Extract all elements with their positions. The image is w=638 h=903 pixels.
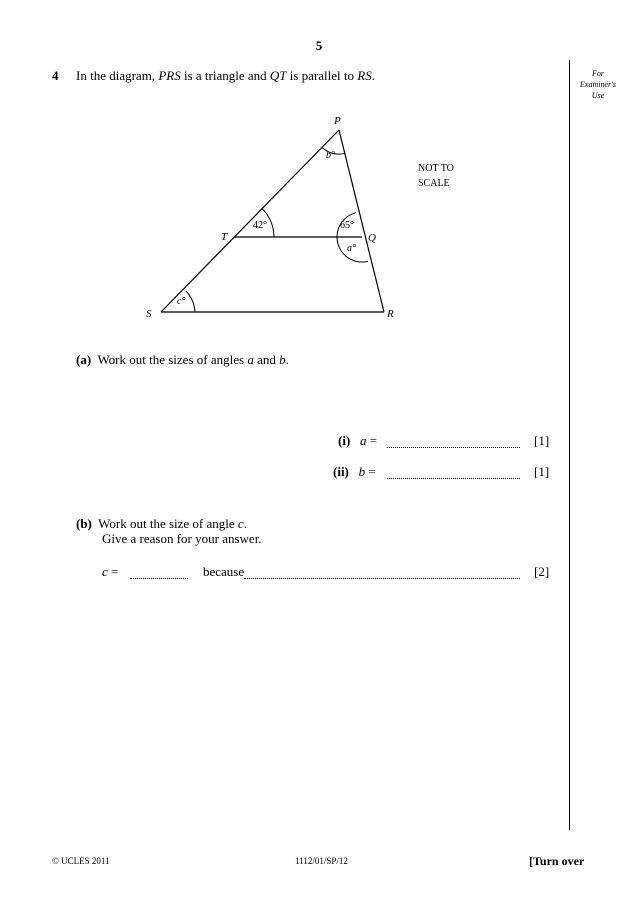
part-a-text: . (285, 352, 289, 367)
part-b-text: . (243, 516, 247, 531)
angle-label-a: a° (347, 243, 356, 254)
mark-a: [1] (534, 433, 550, 448)
stem-prs: PRS (158, 68, 181, 83)
part-a-var-a: a (247, 352, 254, 367)
not-to-scale-line2: SCALE (418, 178, 450, 189)
stem-qt: QT (269, 68, 287, 83)
answer-var-b: b (358, 464, 366, 479)
part-a-text: and (253, 352, 280, 367)
part-a-label: (a) (76, 352, 92, 367)
angle-label-42: 42° (253, 220, 267, 231)
question-number: 4 (52, 68, 59, 83)
turn-over: [Turn over (529, 854, 585, 868)
page-number: 5 (315, 38, 323, 53)
margin-label-line: Examiner's (580, 80, 616, 89)
answer-equals: = (107, 564, 119, 579)
vertex-label-s: S (146, 308, 152, 320)
mark-c: [2] (534, 564, 550, 579)
part-b-prompt (76, 516, 247, 532)
part-a-prompt (76, 352, 289, 368)
stem-rs: RS (357, 68, 372, 83)
answer-field-b[interactable] (387, 467, 520, 479)
paper-code: 1112/01/SP/12 (295, 856, 348, 866)
part-a-text: Work out the sizes of angles (97, 352, 248, 367)
stem-text: is parallel to (286, 68, 358, 83)
stem-text: is a triangle and (180, 68, 270, 83)
sub-label-i: (i) (338, 433, 351, 448)
answer-field-a[interactable] (387, 436, 520, 448)
angle-arc-c (186, 291, 195, 312)
vertex-label-t: T (221, 231, 228, 243)
vertex-label-p: P (334, 115, 341, 127)
angle-label-65: 65° (340, 220, 354, 231)
stem-text: In the diagram, (76, 68, 159, 83)
answer-equals: = (365, 464, 376, 479)
answer-line-b (333, 464, 376, 480)
part-b-var-c: c (237, 516, 244, 531)
answer-var-a: a (360, 433, 367, 448)
because-label: because (203, 564, 245, 579)
answer-field-c[interactable] (130, 567, 188, 579)
part-b-text: Work out the size of angle (98, 516, 238, 531)
part-b-reason-prompt: Give a reason for your answer. (102, 531, 262, 546)
margin-label-line: For (592, 69, 604, 78)
vertex-label-r: R (387, 308, 394, 320)
stem-text: . (371, 68, 375, 83)
side-ps (161, 130, 339, 312)
margin-label-line: Use (591, 91, 605, 100)
sub-label-ii: (ii) (333, 464, 349, 479)
answer-line-a (338, 433, 377, 449)
angle-label-c: c° (177, 296, 186, 307)
reason-field[interactable] (244, 567, 520, 579)
answer-var-c: c (102, 564, 108, 579)
part-a-var-b: b (279, 352, 286, 367)
answer-line-c (102, 564, 118, 580)
part-b-label: (b) (76, 516, 92, 531)
vertex-label-q: Q (368, 232, 376, 244)
angle-label-b: b° (326, 150, 335, 161)
answer-equals: = (366, 433, 378, 448)
copyright: © UCLES 2011 (52, 856, 110, 866)
mark-b: [1] (534, 464, 550, 479)
not-to-scale-line1: NOT TO (418, 163, 454, 174)
